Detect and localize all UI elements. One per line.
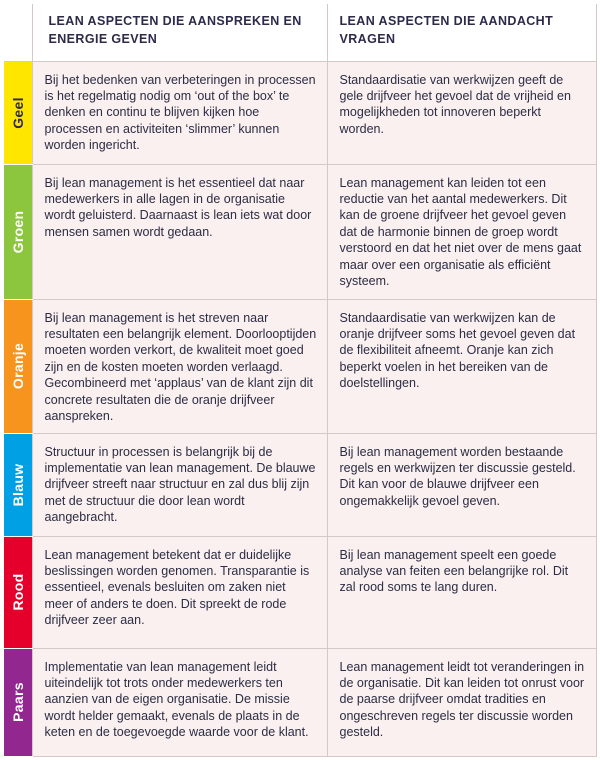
cell-attention: Standaardisatie van werkwijzen geeft de gele drijfveer het gevoel dat de vrijheid en mogelijkheden tot innoveren beperkt worden. (327, 61, 596, 164)
lean-drijfveren-table (4, 4, 597, 757)
table-row (4, 164, 596, 299)
cell-attention: Lean management leidt tot veranderingen in de organisatie. Dit kan leiden tot onrust voor de paarse drijfveer omdat tradities en ongeschreven regels ter discussie worden gesteld. (327, 648, 596, 756)
table-row (4, 433, 596, 536)
table-row (4, 536, 596, 648)
table-row (4, 648, 596, 756)
header-corner (4, 4, 32, 61)
column-header-energy: LEAN ASPECTEN DIE AANSPREKEN EN ENERGIE GEVEN (32, 4, 327, 61)
cell-energy: Bij het bedenken van verbeteringen in processen is het regelmatig nodig om ‘out of the box’ te denken en continu te blijven kijken hoe processen en activiteiten ‘slimmer’ kunnen worden ingericht. (32, 61, 327, 164)
cell-attention: Bij lean management speelt een goede analyse van feiten een belangrijke rol. Dit zal rood soms te lang duren. (327, 536, 596, 648)
cell-attention: Lean management kan leiden tot een reductie van het aantal medewerkers. Dit kan de groene drijfveer het gevoel geven dat de harmonie binnen de groep wordt verstoord en dat het niet over de mens gaat maar over een organisatie als efficiënt systeem. (327, 164, 596, 299)
cell-energy: Implementatie van lean management leidt uiteindelijk tot trots onder medewerkers ten aanzien van de eigen organisatie. De missie wordt helder gemaakt, evenals de plaats in de keten en de toegevoegde waarde voor de klant. (32, 648, 327, 756)
row-label-paars: Paars (4, 648, 32, 756)
row-label-groen: Groen (4, 164, 32, 299)
column-header-attention: LEAN ASPECTEN DIE AANDACHT VRAGEN (327, 4, 596, 61)
row-label-blauw: Blauw (4, 433, 32, 536)
cell-energy: Lean management betekent dat er duidelijke beslissingen worden genomen. Transparantie is essentieel, evenals besluiten om zaken niet meer of anders te doen. Dit spreekt de rode drijfveer zeer aan. (32, 536, 327, 648)
cell-attention: Standaardisatie van werkwijzen kan de oranje drijfveer soms het gevoel geven dat de flexibiliteit afneemt. Oranje kan zich beperkt voelen in het bereiken van de doelstellingen. (327, 299, 596, 433)
row-label-rood: Rood (4, 536, 32, 648)
row-label-oranje: Oranje (4, 299, 32, 433)
cell-energy: Structuur in processen is belangrijk bij de implementatie van lean management. De blauwe drijfveer streeft naar structuur en zal dus blij zijn met de structuur die door lean wordt aangebracht. (32, 433, 327, 536)
cell-energy: Bij lean management is het essentieel dat naar medewerkers in alle lagen in de organisatie wordt geluisterd. Daarnaast is lean iets wat door mensen samen wordt gedaan. (32, 164, 327, 299)
row-label-geel: Geel (4, 61, 32, 164)
cell-energy: Bij lean management is het streven naar resultaten een belangrijk element. Doorlooptijden moeten worden verkort, de kwaliteit moet goed zijn en de kosten moeten worden verlaagd. Gecombineerd met ‘applaus’ van de klant zijn dit concrete resultaten die de oranje drijfveer aanspreken. (32, 299, 327, 433)
table-row (4, 299, 596, 433)
table-row (4, 61, 596, 164)
header-row (4, 4, 596, 61)
cell-attention: Bij lean management worden bestaande regels en werkwijzen ter discussie gesteld. Dit kan voor de blauwe drijfveer een ongemakkelijk gevoel geven. (327, 433, 596, 536)
